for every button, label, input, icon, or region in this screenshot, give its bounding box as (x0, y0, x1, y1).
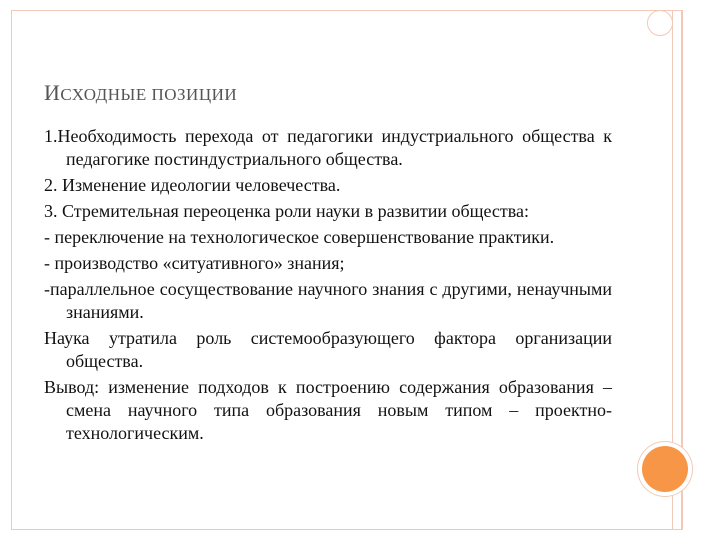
paragraph-3: 3. Стремительная переоценка роли науки в развитии общества: (44, 201, 530, 221)
paragraph-5: - производство «ситуативного» знания; (44, 253, 345, 273)
paragraph-2: 2. Изменение идеологии человечества. (44, 175, 341, 195)
paragraph-8: Вывод: изменение подходов к построению содержания образования – смена научного типа образования новым типом – проектно-технологическим. (44, 377, 612, 443)
paragraph-4: - переключение на технологическое совершенствование практики. (44, 227, 555, 247)
slide-title (44, 80, 237, 106)
paragraph-1: 1.Необходимость перехода от педагогики индустриального общества к педагогике постиндустриального общества. (44, 126, 612, 169)
title-initial: И (44, 80, 61, 105)
decorative-accent-circle (642, 446, 688, 492)
title-rest: СХОДНЫЕ ПОЗИЦИИ (60, 85, 238, 104)
decorative-top-circle (647, 10, 673, 36)
paragraph-7: Наука утратила роль системообразующего фактора организации общества. (44, 328, 612, 371)
paragraph-6: -параллельное сосуществование научного знания с другими, ненаучными знаниями. (44, 279, 612, 322)
slide-body (44, 125, 612, 448)
